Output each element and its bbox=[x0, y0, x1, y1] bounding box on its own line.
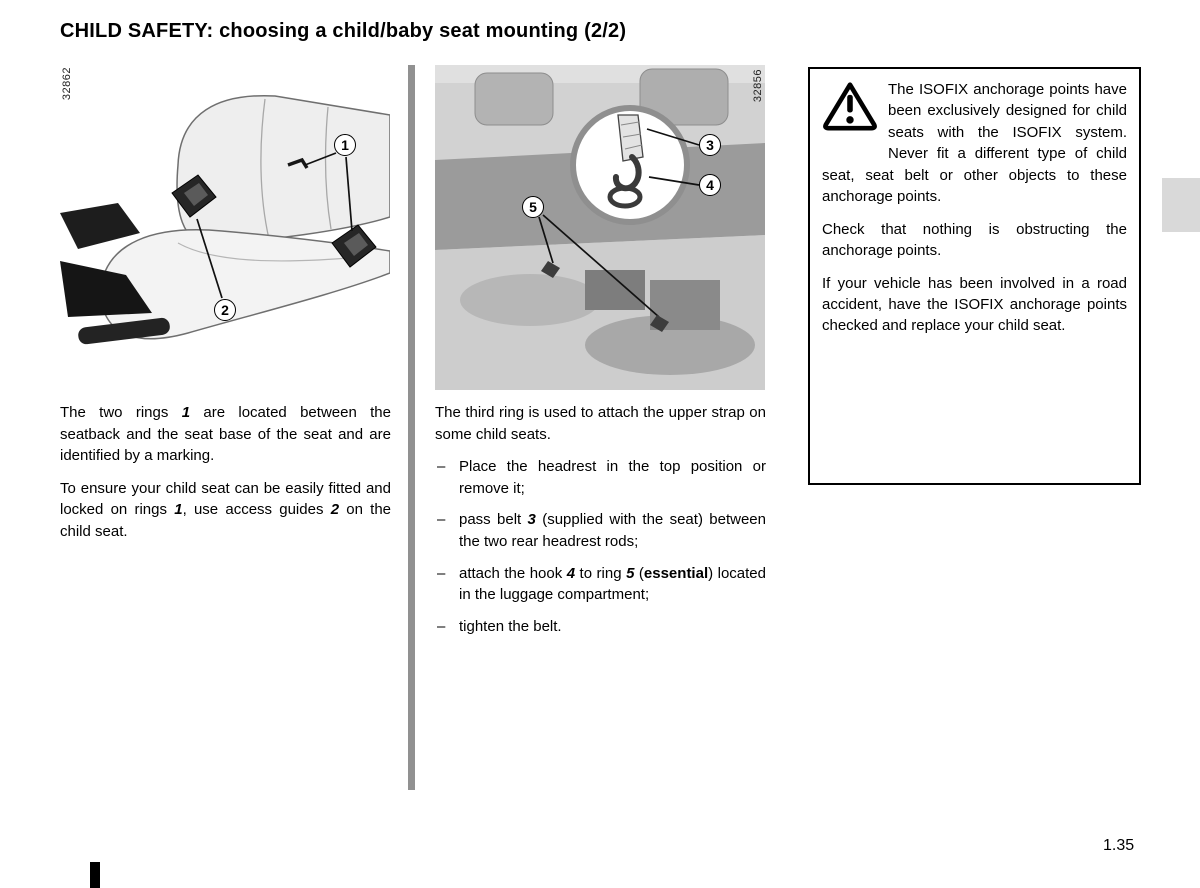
text-segment: ) located in the luggage compartment; bbox=[459, 564, 766, 604]
upper-strap bbox=[618, 115, 643, 161]
headrest-left bbox=[475, 73, 553, 125]
bullet-dash: – bbox=[437, 458, 446, 476]
figure-id-label: 32856 bbox=[752, 69, 764, 103]
text-segment: The third ring is used to attach the upper strap on some child seats. bbox=[435, 404, 766, 443]
text-segment: pass belt bbox=[459, 511, 528, 529]
text-segment: (supplied with the seat) between the two rear headrest rods; bbox=[459, 511, 766, 550]
bullet-item bbox=[435, 616, 766, 638]
middle-text-column bbox=[435, 402, 766, 647]
text-segment: 2 bbox=[330, 501, 340, 519]
text-segment: The two rings bbox=[60, 404, 182, 421]
bullet-item bbox=[435, 563, 766, 606]
bullet-list bbox=[435, 456, 766, 637]
callout-3: 3 bbox=[699, 134, 721, 156]
middle-intro-paragraph bbox=[435, 402, 766, 445]
bullet-dash: – bbox=[437, 564, 446, 582]
column-divider bbox=[408, 65, 415, 790]
text-segment: Place the headrest in the top position or remove it; bbox=[459, 458, 766, 497]
seatback bbox=[177, 96, 390, 244]
text-segment: To ensure your child seat can be easily fitted and locked on rings bbox=[60, 479, 391, 519]
paragraph bbox=[60, 478, 391, 543]
binding-mark bbox=[90, 862, 100, 888]
text-segment: 4 bbox=[566, 564, 576, 582]
callout-4: 4 bbox=[699, 174, 721, 196]
bullet-text bbox=[459, 458, 766, 497]
bullet-item bbox=[435, 456, 766, 499]
text-segment: to ring bbox=[575, 564, 627, 582]
page-title: CHILD SAFETY: choosing a child/baby seat mounting (2/2) bbox=[60, 20, 627, 42]
text-segment: tighten the belt. bbox=[459, 617, 562, 635]
left-text-column bbox=[60, 402, 391, 554]
paragraph: If your vehicle has been involved in a road accident, have the ISOFIX anchorage points checked and replace your child seat. bbox=[822, 274, 1127, 335]
callout-1: 1 bbox=[334, 134, 356, 156]
figure-seat-illustration bbox=[60, 65, 390, 390]
callout-2: 2 bbox=[214, 299, 236, 321]
bullet-text bbox=[459, 511, 766, 550]
text-segment: are located between the seatback and the seat base of the seat and are identified by a marking. bbox=[60, 404, 391, 465]
warning-triangle-icon bbox=[822, 79, 888, 163]
chapter-side-tab bbox=[1162, 178, 1200, 232]
text-segment: 1 bbox=[181, 404, 191, 421]
text-segment: 3 bbox=[527, 511, 536, 529]
text-segment: on the child seat. bbox=[60, 501, 392, 540]
text-segment: , use access guides bbox=[182, 501, 331, 519]
page-number: 1.35 bbox=[1103, 837, 1135, 854]
callout-5: 5 bbox=[522, 196, 544, 218]
text-segment: 5 bbox=[626, 564, 635, 582]
seat-line-drawing bbox=[60, 65, 390, 390]
text-segment: essential bbox=[643, 564, 709, 582]
bullet-text bbox=[459, 618, 562, 635]
bullet-item bbox=[435, 509, 766, 552]
bullet-text bbox=[459, 565, 766, 604]
paragraph: The ISOFIX anchorage points have been exclusively designed for child seats with the ISOFIX system. Never fit a different type of child seat, seat belt or other objects to these anchorage points. bbox=[822, 81, 1127, 206]
text-segment: 1 bbox=[174, 501, 183, 519]
bullet-dash: – bbox=[437, 617, 446, 635]
isofix-warning-box bbox=[808, 67, 1141, 485]
rear-compartment-drawing bbox=[435, 65, 765, 390]
bullet-dash: – bbox=[437, 511, 446, 529]
text-segment: ( bbox=[634, 564, 644, 582]
paragraph bbox=[60, 402, 391, 467]
figure-rear-compartment-photo bbox=[435, 65, 765, 390]
paragraph: Check that nothing is obstructing the anchorage points. bbox=[822, 220, 1127, 260]
figure-id-label: 32862 bbox=[61, 67, 73, 101]
text-segment: attach the hook bbox=[459, 564, 567, 582]
